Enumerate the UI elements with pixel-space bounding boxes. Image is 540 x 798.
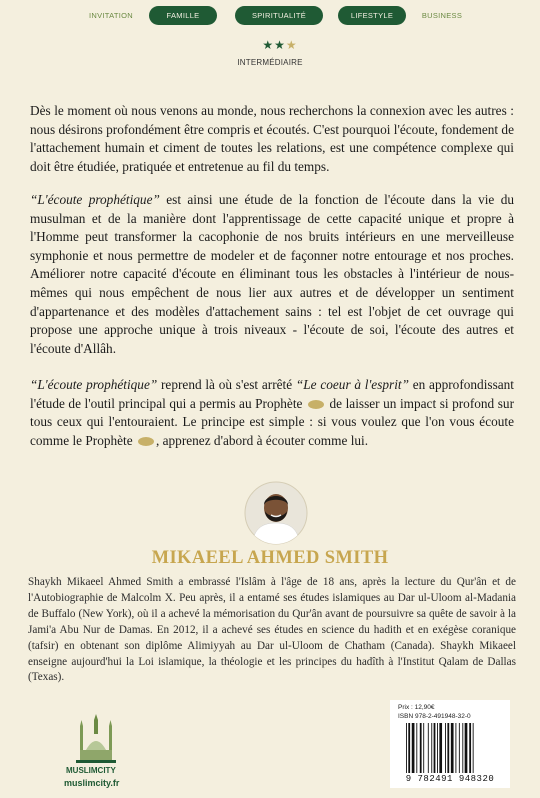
author-bio: Shaykh Mikaeel Ahmed Smith a embrassé l'Islâm à l'âge de 18 ans, après la lecture du Qur'ân et de l'Autobiographie de Malcolm X. Peu après, il a entamé ses études islamiques au Dar ul-Uloom al-Madania de Buffalo (New York), où il a achevé la mémorisation du Qur'ân avant de poursuivre sa quête de savoir à la Jami'a Abu Nur de Damas. En 2012, il a achevé ses études en science du hadith et en exégèse coranique (tafsir) en obtenant son diplôme Alimiyyah au Dar ul-Uloom de Chatham (Canada). Shaykh Mikaeel enseigne aujourd'hui la Loi islamique, la théologie et les principes du hadîth à l'Institut Qalam de Dallas (Texas). xyxy=(28,576,516,684)
price-label: Prix : 12,90€ xyxy=(398,704,435,711)
salawat-icon xyxy=(138,437,154,446)
barcode-bar xyxy=(412,723,415,773)
category-nav xyxy=(0,6,540,26)
barcode-bar xyxy=(473,723,474,773)
mosque-logo-icon xyxy=(76,712,116,764)
ean-number: 9 782491 948320 xyxy=(405,774,495,784)
barcode-bar xyxy=(437,723,438,773)
blurb-text: , apprenez d'abord à écouter comme lui. xyxy=(155,432,369,448)
barcode-bar xyxy=(455,723,456,773)
author-name: MIKAEEL AHMED SMITH xyxy=(151,548,389,568)
blurb-paragraph xyxy=(30,376,514,450)
referenced-book-title: “Le coeur à l'esprit” xyxy=(295,377,409,392)
blurb-text: est ainsi une étude de la fonction de l'écoute dans la vie du musulman et de la manière dont l'apprentissage de cette capacité unique et propre à l'Homme peut transformer la cacophonie de nos bruits intérieurs en une merveilleuse symphonie et nous permettre de modeler et de façonner notre entourage et nos proches. Améliorer notre capacité d'écoute en éliminant tous les obstacles à l'intérieur de nous-mêmes qui nous empêchent de nous lier aux autres et de développer un sentiment d'appartenance et des modèles d'attachement sains : tel est l'objet de cet ouvrage qui propose une approche unique à trois niveaux - l'écoute de soi, l'écoute des autres et l'écoute d'Allâh. xyxy=(30,192,514,356)
book-title: “L'écoute prophétique” xyxy=(30,192,160,207)
level-label: INTERMÉDIAIRE xyxy=(237,58,303,67)
publisher-url: muslimcity.fr xyxy=(64,778,120,788)
salawat-icon xyxy=(308,400,324,409)
barcode-panel xyxy=(390,700,510,788)
barcode-bar xyxy=(447,723,449,773)
barcode-bar xyxy=(420,723,422,773)
publisher-name: MUSLIMCITY xyxy=(66,766,116,775)
category-invitation[interactable]: INVITATION xyxy=(89,11,133,20)
barcode-bar xyxy=(465,723,468,773)
star-filled-icon: ★ xyxy=(274,38,286,52)
barcode-bar xyxy=(428,723,429,773)
author-portrait xyxy=(244,481,308,545)
barcode-bar xyxy=(408,723,410,773)
category-famille[interactable]: FAMILLE xyxy=(149,6,217,25)
category-business[interactable]: BUSINESS xyxy=(421,11,463,20)
blurb-paragraph xyxy=(30,191,514,358)
isbn-label: ISBN 978-2-491948-32-0 xyxy=(398,713,471,720)
star-filled-icon: ★ xyxy=(262,38,275,52)
blurb-text: reprend là où s'est arrêté xyxy=(157,377,296,392)
star-empty-icon: ★ xyxy=(285,38,298,52)
barcode-bar xyxy=(469,723,471,773)
barcode-bar xyxy=(431,723,432,773)
barcode-bar xyxy=(439,723,442,773)
category-lifestyle[interactable]: LIFESTYLE xyxy=(338,6,406,25)
blurb-text: de laisser un impact si profond sur tous ceux qui l'entouraient. Le principe est simple : si vous voulez que l'on vous écoute comme le Prophète xyxy=(30,395,514,448)
barcode-bar xyxy=(416,723,417,773)
category-spiritualite[interactable]: SPIRITUALITÉ xyxy=(235,6,323,25)
blurb-text: en approfondissant l'étude de l'outil principal qui a permis au Prophète xyxy=(30,377,514,411)
level-rating xyxy=(260,38,300,53)
barcode-image xyxy=(404,723,502,773)
blurb-paragraph: Dès le moment où nous venons au monde, nous recherchons la connexion avec les autres : nous désirons profondément être compris et écoutés. C'est pourquoi l'écoute, fondement de l'attachement humain et ciment de toutes les relations, est une compétence complexe qui doit être étudiée, pratiquée et entretenue au fil du temps. xyxy=(30,103,514,174)
barcode-bar xyxy=(462,723,463,773)
barcode-bar xyxy=(451,723,454,773)
barcode-bar xyxy=(434,723,436,773)
barcode-bar xyxy=(445,723,446,773)
barcode-bar xyxy=(423,723,424,773)
barcode-bar xyxy=(459,723,460,773)
book-title: “L'écoute prophétique” xyxy=(30,377,158,392)
barcode-bar xyxy=(406,723,407,773)
